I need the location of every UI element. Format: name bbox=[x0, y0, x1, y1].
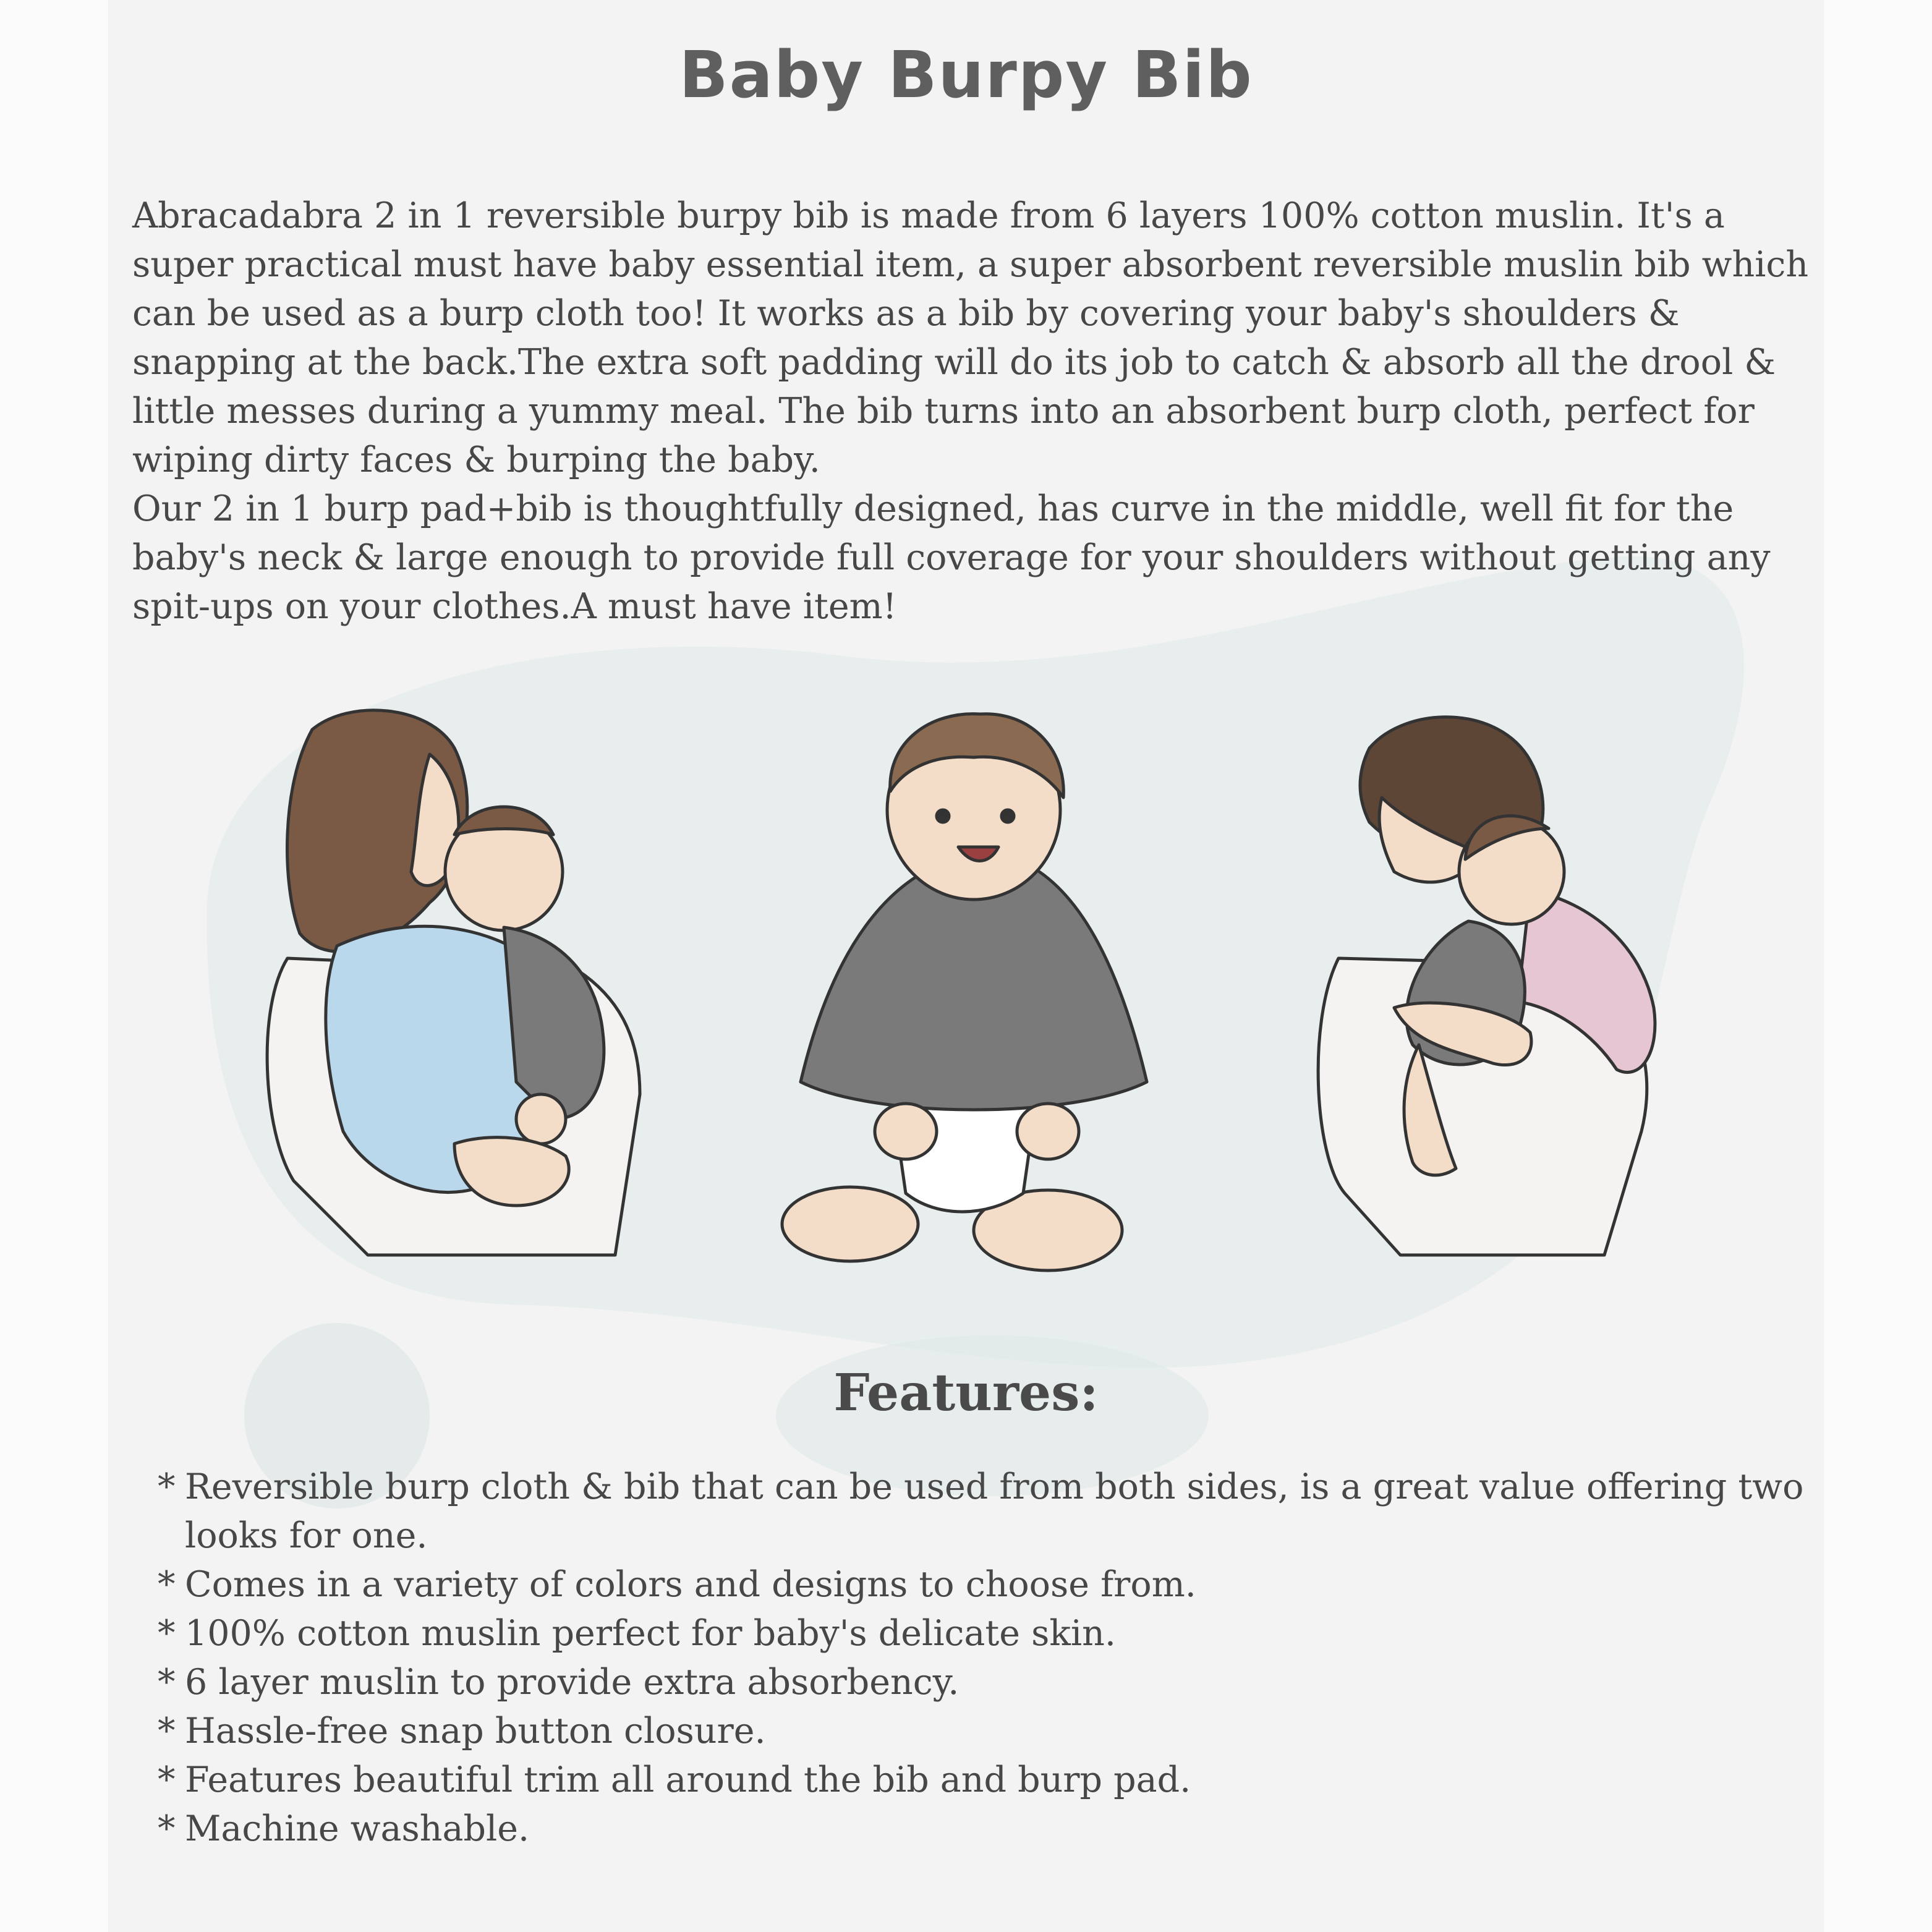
feature-text: Hassle-free snap button closure. bbox=[185, 1711, 766, 1751]
feature-text: Features beautiful trim all around the bib and burp pad. bbox=[185, 1760, 1191, 1800]
bullet-star: * bbox=[158, 1808, 176, 1849]
illustrations bbox=[108, 686, 1824, 1292]
bullet-star: * bbox=[158, 1662, 176, 1703]
page-title: Baby Burpy Bib bbox=[679, 37, 1253, 113]
bullet-star: * bbox=[158, 1466, 176, 1507]
description-paragraph: Our 2 in 1 burp pad+bib is thoughtfully designed, has curve in the middle, well fit for the baby's neck & large enough to provide full coverage for your shoulders without getting any spit-ups on your clothes.A must have item! bbox=[132, 488, 1771, 627]
description-paragraph: Abracadabra 2 in 1 reversible burpy bib is made from 6 layers 100% cotton muslin. It's a super practical must have baby essential item, a super absorbent reversible muslin bib which can be used as a burp cloth too! It works as a bib by covering your baby's shoulders & snapping at the back.The extra soft padding will do its job to catch & absorb all the drool & little messes during a yummy meal. The bib turns into an absorbent burp cloth, perfect for wiping dirty faces & burping the baby. bbox=[132, 195, 1809, 480]
bullet-star: * bbox=[158, 1760, 176, 1800]
list-item bbox=[158, 1756, 1815, 1805]
baby-wearing-grey-bib-illustration bbox=[782, 714, 1147, 1270]
mother-burping-baby-blue-cloth-illustration bbox=[267, 710, 640, 1255]
feature-text: Comes in a variety of colors and designs to choose from. bbox=[185, 1564, 1196, 1605]
feature-text: Reversible burp cloth & bib that can be used from both sides, is a great value offering two looks for one. bbox=[185, 1466, 1804, 1556]
features-list bbox=[158, 1463, 1815, 1853]
bullet-star: * bbox=[158, 1711, 176, 1751]
feature-text: 6 layer muslin to provide extra absorbency. bbox=[185, 1662, 960, 1703]
list-item bbox=[158, 1463, 1815, 1560]
feature-text: Machine washable. bbox=[185, 1808, 530, 1849]
features-heading: Features: bbox=[833, 1363, 1099, 1423]
list-item bbox=[158, 1805, 1815, 1853]
bullet-star: * bbox=[158, 1564, 176, 1605]
mother-burping-baby-pink-cloth-illustration bbox=[1318, 717, 1655, 1255]
list-item bbox=[158, 1658, 1815, 1707]
list-item bbox=[158, 1609, 1815, 1658]
list-item bbox=[158, 1707, 1815, 1756]
feature-text: 100% cotton muslin perfect for baby's delicate skin. bbox=[185, 1613, 1116, 1654]
product-description bbox=[132, 192, 1826, 631]
list-item bbox=[158, 1560, 1815, 1609]
bullet-star: * bbox=[158, 1613, 176, 1654]
